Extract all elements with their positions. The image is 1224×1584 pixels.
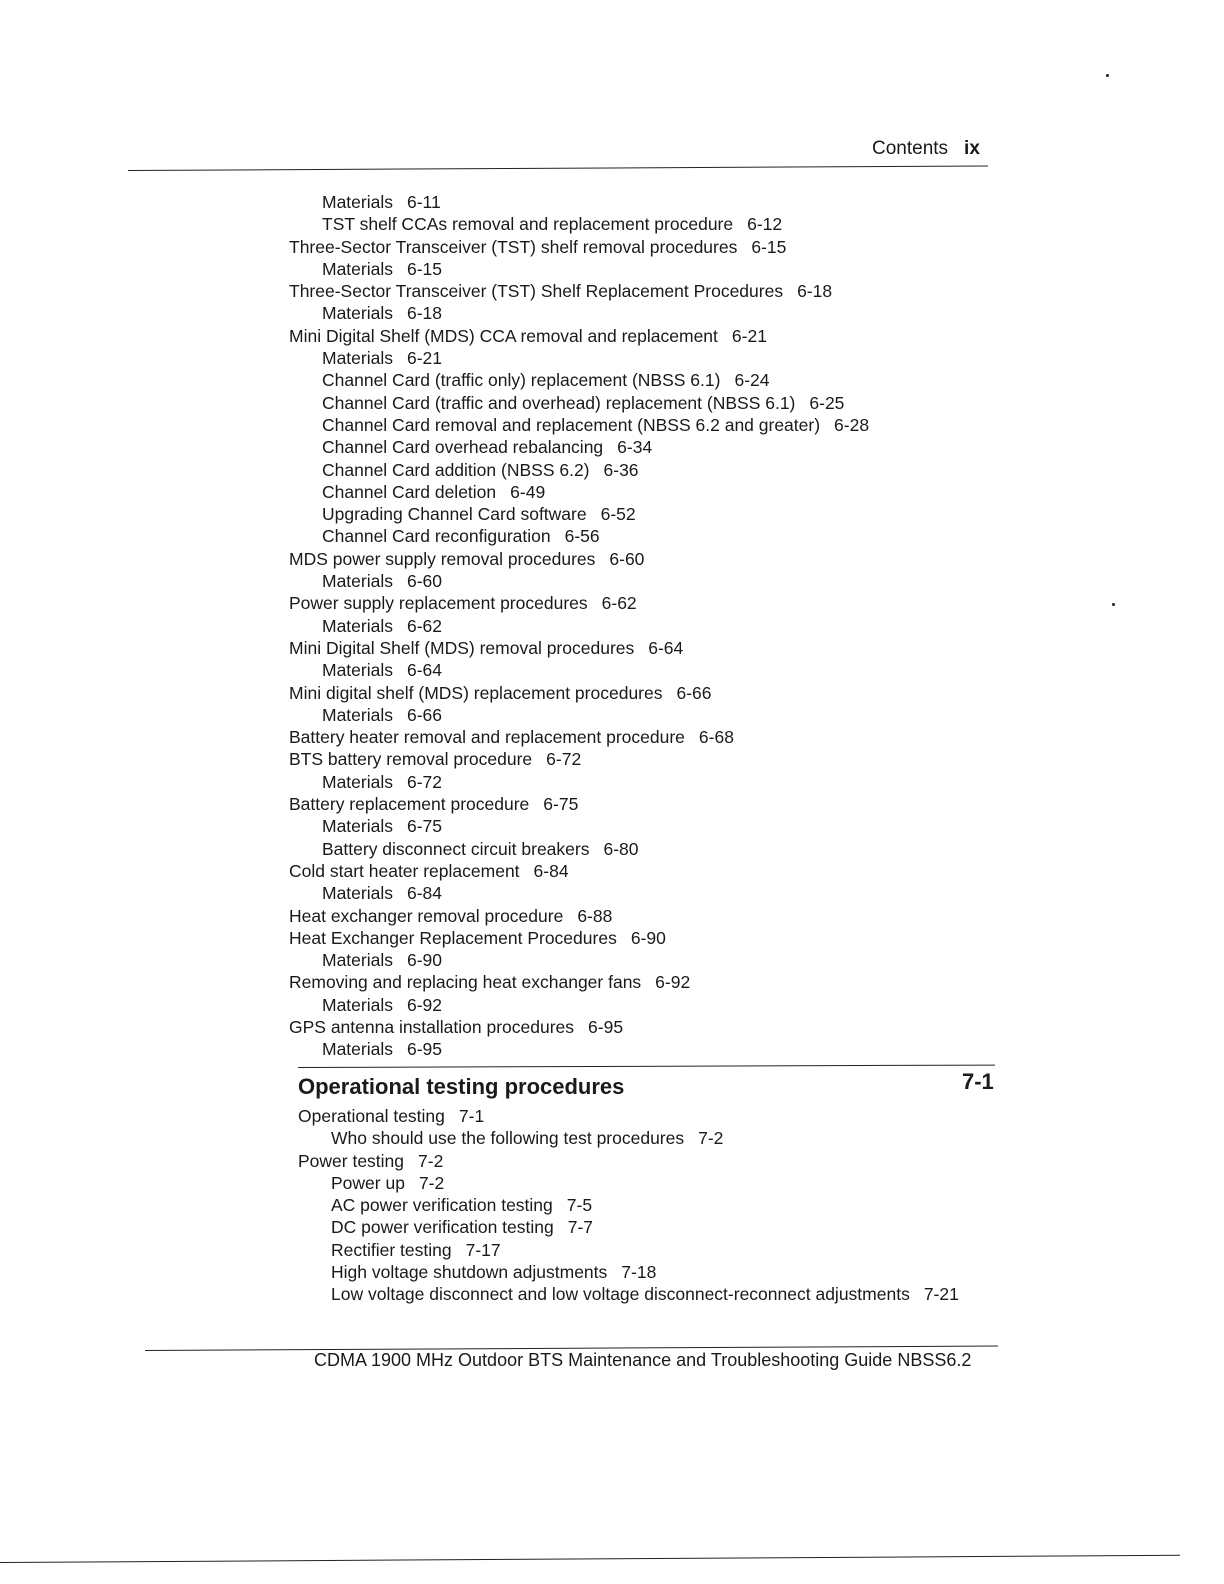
toc-entry[interactable] xyxy=(289,971,1009,993)
scan-speck xyxy=(1112,603,1115,606)
toc-entry-title: BTS battery removal procedure xyxy=(289,749,533,770)
header-rule xyxy=(128,165,988,171)
toc-entry[interactable] xyxy=(298,1261,1018,1283)
toc-entry-title: Three-Sector Transceiver (TST) shelf removal procedures xyxy=(289,236,738,257)
toc-entry[interactable] xyxy=(298,1194,1018,1216)
toc-entry-page: 6-64 xyxy=(407,660,443,681)
toc-entry-page: 6-18 xyxy=(797,281,833,302)
toc-entry[interactable] xyxy=(289,659,1009,681)
toc-entry-page: 6-95 xyxy=(407,1039,443,1060)
toc-entry-title: Materials xyxy=(322,615,393,636)
toc-entry[interactable] xyxy=(289,481,1009,503)
toc-entry-title: Channel Card removal and replacement (NBSS 6.2 and greater) xyxy=(322,414,821,435)
toc-entry[interactable] xyxy=(289,570,1009,592)
toc-entry-title: High voltage shutdown adjustments xyxy=(331,1262,608,1283)
toc-entry[interactable] xyxy=(298,1150,1018,1172)
toc-entry-page: 6-15 xyxy=(407,258,443,279)
toc-entry-page: 6-21 xyxy=(731,325,767,346)
toc-entry-title: Upgrading Channel Card software xyxy=(322,504,587,525)
toc-entry-title: Mini Digital Shelf (MDS) removal procedures xyxy=(289,637,635,658)
toc-entry-title: Battery disconnect circuit breakers xyxy=(322,838,590,859)
toc-entry[interactable] xyxy=(289,1016,1009,1038)
toc-entry[interactable] xyxy=(298,1172,1018,1194)
toc-entry-page: 6-72 xyxy=(546,749,582,770)
toc-entry-title: Heat exchanger removal procedure xyxy=(289,905,564,926)
toc-entry[interactable] xyxy=(289,280,1009,302)
toc-entry-page: 6-52 xyxy=(600,504,636,525)
toc-entry-page: 6-60 xyxy=(407,571,443,592)
toc-entry[interactable] xyxy=(289,503,1009,525)
toc-entry-page: 7-1 xyxy=(458,1106,485,1126)
toc-entry[interactable] xyxy=(289,949,1009,971)
toc-list xyxy=(289,191,1009,1061)
toc-entry-title: TST shelf CCAs removal and replacement procedure xyxy=(322,214,734,235)
toc-entry-title: Channel Card (traffic only) replacement (NBSS 6.1) xyxy=(322,370,721,391)
toc-entry-page: 6-56 xyxy=(564,526,600,547)
toc-entry-title: Mini digital shelf (MDS) replacement procedures xyxy=(289,682,663,703)
toc-entry[interactable] xyxy=(298,1105,1018,1127)
toc-entry-page: 6-34 xyxy=(617,437,653,458)
toc-entry-title: Rectifier testing xyxy=(331,1239,452,1260)
toc-entry[interactable] xyxy=(289,369,1009,391)
toc-entry-page: 7-2 xyxy=(698,1128,724,1149)
toc-entry[interactable] xyxy=(289,637,1009,659)
toc-entry[interactable] xyxy=(298,1127,1018,1149)
toc-entry-page: 6-62 xyxy=(601,593,637,614)
toc-entry-title: Battery replacement procedure xyxy=(289,794,530,815)
toc-entry[interactable] xyxy=(289,592,1009,614)
toc-entry-title: Low voltage disconnect and low voltage disconnect-reconnect adjustments xyxy=(331,1284,910,1305)
toc-entry-page: 6-84 xyxy=(533,860,569,881)
chapter-page-number: 7-1 xyxy=(962,1069,994,1094)
toc-entry[interactable] xyxy=(289,882,1009,904)
toc-entry-title: MDS power supply removal procedures xyxy=(289,548,596,569)
toc-entry-page: 6-49 xyxy=(510,481,546,502)
toc-entry[interactable] xyxy=(289,615,1009,637)
toc-entry-title: Operational testing xyxy=(298,1106,445,1126)
toc-entry-title: Materials xyxy=(322,1039,393,1060)
toc-entry[interactable] xyxy=(289,325,1009,347)
toc-entry-title: Three-Sector Transceiver (TST) Shelf Replacement Procedures xyxy=(289,281,784,302)
toc-entry[interactable] xyxy=(298,1239,1018,1261)
toc-entry-title: Channel Card deletion xyxy=(322,481,497,502)
toc-entry-title: Materials xyxy=(322,303,393,324)
toc-entry[interactable] xyxy=(289,793,1009,815)
toc-entry[interactable] xyxy=(289,704,1009,726)
toc-list xyxy=(298,1105,1018,1306)
toc-entry-title: Who should use the following test procedures xyxy=(331,1128,685,1149)
toc-entry-title: Heat Exchanger Replacement Procedures xyxy=(289,927,617,948)
toc-entry-title: GPS antenna installation procedures xyxy=(289,1016,575,1037)
toc-entry-page: 6-92 xyxy=(407,994,443,1015)
toc-entry[interactable] xyxy=(289,771,1009,793)
toc-entry[interactable] xyxy=(289,905,1009,927)
toc-entry-page: 6-11 xyxy=(407,192,441,212)
toc-entry-page: 7-5 xyxy=(566,1195,593,1216)
toc-entry[interactable] xyxy=(289,236,1009,258)
toc-entry-title: Materials xyxy=(322,192,393,212)
toc-entry-page: 7-18 xyxy=(621,1262,657,1283)
toc-entry[interactable] xyxy=(298,1216,1018,1238)
toc-entry-page: 6-64 xyxy=(648,637,684,658)
toc-entry[interactable] xyxy=(289,726,1009,748)
toc-entry-title: Power up xyxy=(331,1172,405,1193)
toc-entry-page: 6-75 xyxy=(407,816,443,837)
toc-entry-page: 6-60 xyxy=(609,548,645,569)
toc-entry[interactable] xyxy=(289,213,1009,235)
toc-entry-page: 7-21 xyxy=(923,1284,959,1305)
scan-speck xyxy=(1106,74,1109,77)
toc-entry-page: 6-66 xyxy=(676,682,712,703)
toc-entry-title: Power testing xyxy=(298,1150,405,1171)
toc-entry-title: AC power verification testing xyxy=(331,1195,553,1216)
chapter-rule xyxy=(298,1065,995,1068)
toc-entry-title: Channel Card reconfiguration xyxy=(322,526,551,547)
toc-entry[interactable] xyxy=(289,838,1009,860)
toc-entry-title: Materials xyxy=(322,571,393,592)
toc-entry[interactable] xyxy=(289,414,1009,436)
toc-entry[interactable] xyxy=(289,436,1009,458)
toc-entry-page: 6-62 xyxy=(407,615,443,636)
toc-entry-title: Materials xyxy=(322,994,393,1015)
toc-entry-title: Battery heater removal and replacement procedure xyxy=(289,727,685,748)
toc-entry[interactable] xyxy=(289,994,1009,1016)
toc-entry[interactable] xyxy=(289,815,1009,837)
toc-entry-page: 6-92 xyxy=(655,972,691,993)
toc-entry-page: 6-90 xyxy=(630,927,666,948)
toc-entry[interactable] xyxy=(289,748,1009,770)
toc-entry-page: 6-75 xyxy=(543,794,579,815)
toc-entry-page: 7-2 xyxy=(418,1172,445,1193)
toc-entry[interactable] xyxy=(289,258,1009,280)
running-header xyxy=(872,138,980,160)
toc-entry-title: DC power verification testing xyxy=(331,1217,554,1238)
toc-entry[interactable] xyxy=(289,191,1009,213)
chapter-title: Operational testing procedures xyxy=(298,1074,625,1099)
toc-entry-page: 7-17 xyxy=(465,1239,501,1260)
toc-entry-page: 6-25 xyxy=(809,392,845,413)
toc-entry-title: Materials xyxy=(322,258,393,279)
toc-entry-title: Channel Card addition (NBSS 6.2) xyxy=(322,459,590,480)
toc-entry-title: Materials xyxy=(322,883,393,904)
toc-entry-page: 6-36 xyxy=(603,459,639,480)
toc-entry-page: 6-72 xyxy=(407,771,443,792)
toc-entry-title: Removing and replacing heat exchanger fans xyxy=(289,972,642,993)
toc-entry-title: Materials xyxy=(322,348,393,369)
toc-entry-title: Materials xyxy=(322,950,393,971)
toc-entry-title: Materials xyxy=(322,771,393,792)
toc-entry-page: 7-2 xyxy=(418,1150,444,1171)
toc-entry[interactable] xyxy=(298,1283,1018,1305)
toc-entry-title: Channel Card overhead rebalancing xyxy=(322,437,604,458)
toc-entry-page: 6-12 xyxy=(747,214,783,235)
toc-entry-title: Materials xyxy=(322,816,393,837)
toc-entry[interactable] xyxy=(289,347,1009,369)
toc-entry-page: 7-7 xyxy=(567,1217,594,1238)
toc-entry[interactable] xyxy=(289,1038,1009,1060)
toc-entry-title: Channel Card (traffic and overhead) replacement (NBSS 6.1) xyxy=(322,392,796,413)
page-edge-line xyxy=(0,1555,1180,1563)
toc-entry-title: Power supply replacement procedures xyxy=(289,593,588,614)
toc-entry-page: 6-66 xyxy=(407,704,443,725)
toc-entry[interactable] xyxy=(289,459,1009,481)
toc-entry-page: 6-80 xyxy=(603,838,639,859)
toc-entry-page: 6-90 xyxy=(407,950,443,971)
toc-entry-title: Cold start heater replacement xyxy=(289,860,520,881)
toc-entry[interactable] xyxy=(289,860,1009,882)
header-label: Contents xyxy=(872,138,949,159)
toc-entry-page: 6-21 xyxy=(407,348,443,369)
toc-entry-title: Materials xyxy=(322,704,393,725)
toc-entry-page: 6-24 xyxy=(734,370,770,391)
toc-entry-page: 6-28 xyxy=(834,414,870,435)
toc-entry-page: 6-15 xyxy=(751,236,787,257)
toc-entry-title: Mini Digital Shelf (MDS) CCA removal and replacement xyxy=(289,325,718,346)
toc-entry[interactable] xyxy=(289,525,1009,547)
toc-entry-page: 6-68 xyxy=(698,727,734,748)
toc-entry-page: 6-88 xyxy=(577,905,613,926)
toc-entry[interactable] xyxy=(289,392,1009,414)
header-page-number: ix xyxy=(964,138,980,159)
toc-entry[interactable] xyxy=(289,927,1009,949)
toc-entry-page: 6-84 xyxy=(407,883,443,904)
toc-entry-title: Materials xyxy=(322,660,393,681)
toc-entry[interactable] xyxy=(289,548,1009,570)
toc-entry-page: 6-18 xyxy=(407,303,443,324)
footer-title: CDMA 1900 MHz Outdoor BTS Maintenance and Troubleshooting Guide NBSS6.2 xyxy=(314,1350,972,1370)
toc-entry-page: 6-95 xyxy=(588,1016,624,1037)
toc-entry[interactable] xyxy=(289,302,1009,324)
toc-entry[interactable] xyxy=(289,682,1009,704)
